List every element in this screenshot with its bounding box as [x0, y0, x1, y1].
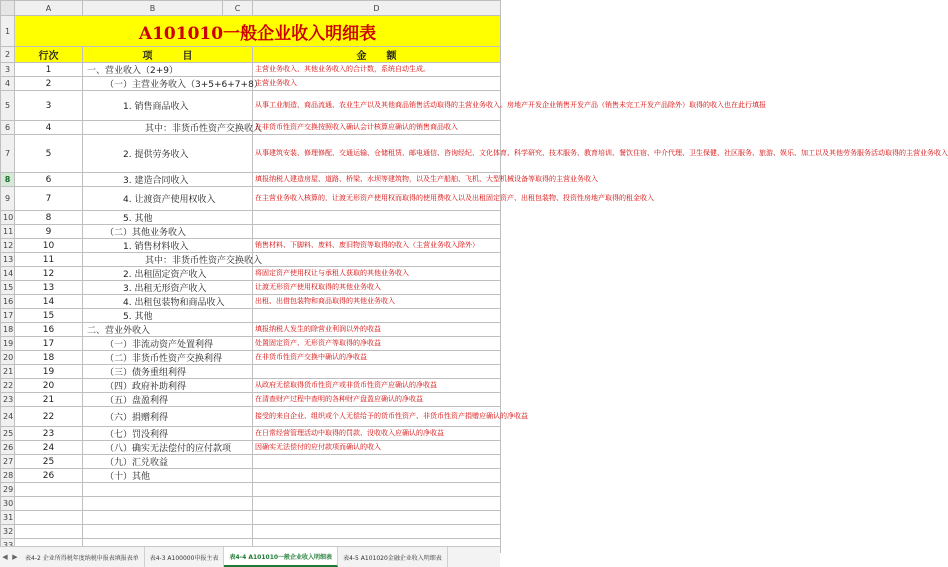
table-row — [1, 187, 501, 211]
title-row — [1, 16, 501, 47]
table-row — [1, 393, 501, 407]
row-number-cell[interactable]: 7 — [15, 187, 83, 211]
empty-cell[interactable] — [15, 497, 83, 511]
amount-note-cell[interactable]: 将固定资产使用权让与承租人获取的其他业务收入 — [253, 267, 501, 281]
row-header[interactable]: 31 — [1, 511, 15, 525]
row-header[interactable]: 4 — [1, 77, 15, 91]
row-number-cell[interactable]: 2 — [15, 77, 83, 91]
amount-note-cell[interactable] — [253, 309, 501, 323]
empty-cell[interactable] — [253, 497, 501, 511]
amount-note-cell[interactable]: 因确实无法偿付的应付款项而确认的收入 — [253, 441, 501, 455]
item-cell[interactable]: （一）主营业务收入（3+5+6+7+8） — [83, 77, 253, 91]
row-number-cell[interactable]: 20 — [15, 379, 83, 393]
amount-note-cell[interactable]: 从政府无偿取得货币性资产或非货币性资产应确认的净收益 — [253, 379, 501, 393]
column-header-d[interactable]: D — [253, 1, 501, 16]
triangle-right-icon[interactable]: ▶ — [12, 553, 18, 561]
amount-note-cell[interactable] — [253, 455, 501, 469]
row-header[interactable]: 15 — [1, 281, 15, 295]
row-header[interactable]: 20 — [1, 351, 15, 365]
item-cell[interactable]: （三）债务重组利得 — [83, 365, 253, 379]
row-header[interactable]: 26 — [1, 441, 15, 455]
table-row — [1, 211, 501, 225]
item-cell[interactable]: 1. 销售商品收入 — [83, 91, 253, 121]
column-header-row — [1, 1, 501, 16]
table-row — [1, 267, 501, 281]
table-row — [1, 295, 501, 309]
header-row-number[interactable]: 行次 — [15, 47, 83, 63]
item-cell[interactable]: （七）罚没利得 — [83, 427, 253, 441]
item-cell[interactable]: 4. 出租包装物和商品收入 — [83, 295, 253, 309]
row-header[interactable]: 18 — [1, 323, 15, 337]
empty-cell[interactable] — [83, 497, 253, 511]
amount-note-cell[interactable]: 在非货币性资产交换按照收入确认会计核算应确认的销售商品收入 — [253, 121, 501, 135]
table-row — [1, 427, 501, 441]
row-number-cell[interactable]: 1 — [15, 63, 83, 77]
empty-row — [1, 525, 501, 539]
row-header[interactable]: 28 — [1, 469, 15, 483]
row-number-cell[interactable]: 17 — [15, 337, 83, 351]
item-cell[interactable]: 一、营业收入（2+9） — [83, 63, 253, 77]
row-header[interactable]: 9 — [1, 187, 15, 211]
column-header-b[interactable]: B — [83, 1, 223, 16]
item-cell[interactable]: （八）确实无法偿付的应付款项 — [83, 441, 253, 455]
amount-note-cell[interactable] — [253, 225, 501, 239]
amount-note-cell[interactable]: 从事建筑安装、修理修配、交通运输、仓储租赁、邮电通信、咨询经纪、文化体育、科学研究、技术服务、教育培训、餐饮住宿、中介代理、卫生保健、社区服务、旅游、娱乐、加工以及其他劳务服务活动取得的主营业务收入 — [253, 135, 501, 173]
row-header[interactable]: 14 — [1, 267, 15, 281]
item-cell[interactable]: （一）非流动资产处置利得 — [83, 337, 253, 351]
row-header[interactable]: 1 — [1, 16, 15, 47]
table-row — [1, 351, 501, 365]
table-row — [1, 91, 501, 121]
row-header[interactable]: 27 — [1, 455, 15, 469]
row-number-cell[interactable]: 19 — [15, 365, 83, 379]
row-number-cell[interactable]: 22 — [15, 407, 83, 427]
item-cell[interactable]: （九）汇兑收益 — [83, 455, 253, 469]
amount-note-cell[interactable]: 在主营业务收入核算的，让渡无形资产使用权而取得的使用费收入以及出租固定资产、出租包装物、投资性房地产取得的租金收入 — [253, 187, 501, 211]
table-row — [1, 441, 501, 455]
row-header[interactable]: 8 — [1, 173, 15, 187]
table-row — [1, 63, 501, 77]
amount-note-cell[interactable]: 主营业务收入、其他业务收入的合计数，系统自动生成。 — [253, 63, 501, 77]
empty-cell[interactable] — [253, 525, 501, 539]
row-number-cell[interactable]: 15 — [15, 309, 83, 323]
empty-cell[interactable] — [15, 511, 83, 525]
empty-row — [1, 483, 501, 497]
row-header[interactable]: 16 — [1, 295, 15, 309]
empty-cell[interactable] — [15, 483, 83, 497]
row-number-cell[interactable]: 8 — [15, 211, 83, 225]
amount-note-cell[interactable]: 出租、出借包装物和商品取得的其他业务收入 — [253, 295, 501, 309]
empty-row — [1, 511, 501, 525]
amount-note-cell[interactable]: 在非货币性资产交换中确认的净收益 — [253, 351, 501, 365]
amount-note-cell[interactable] — [253, 469, 501, 483]
triangle-left-icon[interactable]: ◀ — [2, 553, 8, 561]
row-header[interactable]: 5 — [1, 91, 15, 121]
column-header-a[interactable]: A — [15, 1, 83, 16]
empty-cell[interactable] — [83, 511, 253, 525]
table-row — [1, 323, 501, 337]
amount-note-cell[interactable]: 接受的来自企业、组织或个人无偿给予的货币性资产、非货币性资产捐赠应确认的净收益 — [253, 407, 501, 427]
row-header[interactable]: 29 — [1, 483, 15, 497]
sheet-tab[interactable]: 表4-3 A100000申报主表 — [145, 547, 225, 567]
table-row — [1, 121, 501, 135]
row-number-cell[interactable]: 12 — [15, 267, 83, 281]
row-number-cell[interactable]: 13 — [15, 281, 83, 295]
row-header[interactable]: 2 — [1, 47, 15, 63]
row-header[interactable]: 30 — [1, 497, 15, 511]
table-row — [1, 281, 501, 295]
sheet-tab[interactable]: 表4-2 企业所得税年度纳税申报表填报表单 — [20, 547, 145, 567]
item-cell[interactable]: 1. 销售材料收入 — [83, 239, 253, 253]
row-header[interactable]: 10 — [1, 211, 15, 225]
table-row — [1, 173, 501, 187]
empty-cell[interactable] — [253, 511, 501, 525]
table-row — [1, 455, 501, 469]
table-row — [1, 77, 501, 91]
item-cell[interactable]: 5. 其他 — [83, 309, 253, 323]
row-header[interactable]: 13 — [1, 253, 15, 267]
item-cell[interactable]: 4. 让渡资产使用权收入 — [83, 187, 253, 211]
amount-note-cell[interactable]: 在清查财产过程中查明的各种财产盘盈应确认的净收益 — [253, 393, 501, 407]
table-row — [1, 365, 501, 379]
row-header[interactable]: 12 — [1, 239, 15, 253]
amount-note-cell[interactable] — [253, 211, 501, 225]
item-cell[interactable]: 2. 出租固定资产收入 — [83, 267, 253, 281]
data-rows — [1, 63, 948, 553]
empty-cell[interactable] — [253, 483, 501, 497]
row-header[interactable]: 32 — [1, 525, 15, 539]
row-number-cell[interactable]: 18 — [15, 351, 83, 365]
amount-note-cell[interactable] — [253, 365, 501, 379]
row-header[interactable]: 11 — [1, 225, 15, 239]
row-number-cell[interactable]: 3 — [15, 91, 83, 121]
table-row — [1, 309, 501, 323]
item-cell[interactable]: （四）政府补助利得 — [83, 379, 253, 393]
row-number-cell[interactable]: 24 — [15, 441, 83, 455]
empty-row — [1, 497, 501, 511]
row-number-cell[interactable]: 21 — [15, 393, 83, 407]
item-cell[interactable]: （五）盘盈利得 — [83, 393, 253, 407]
row-header[interactable]: 17 — [1, 309, 15, 323]
row-header[interactable]: 19 — [1, 337, 15, 351]
item-cell[interactable]: （二）非货币性资产交换利得 — [83, 351, 253, 365]
item-cell[interactable]: 5. 其他 — [83, 211, 253, 225]
item-cell[interactable]: 二、营业外收入 — [83, 323, 253, 337]
item-cell[interactable]: （二）其他业务收入 — [83, 225, 253, 239]
amount-note-cell[interactable]: 处置固定资产、无形资产等取得的净收益 — [253, 337, 501, 351]
table-row — [1, 135, 501, 173]
amount-note-cell[interactable]: 从事工业制造、商品流通、农业生产以及其他商品销售活动取得的主营业务收入。房地产开发企业销售开发产品（销售未完工开发产品除外）取得的收入也在此行填报 — [253, 91, 501, 121]
amount-note-cell[interactable]: 在日常经营管理活动中取得的罚款、没收收入应确认的净收益 — [253, 427, 501, 441]
empty-cell[interactable] — [83, 483, 253, 497]
item-cell[interactable]: （六）捐赠利得 — [83, 407, 253, 427]
table-row — [1, 225, 501, 239]
empty-cell[interactable] — [15, 525, 83, 539]
item-cell[interactable]: 3. 出租无形资产收入 — [83, 281, 253, 295]
row-number-cell[interactable]: 16 — [15, 323, 83, 337]
sheet-tab[interactable]: 表4-5 A101020金融企业收入明细表 — [338, 547, 448, 567]
sheet-tab-active[interactable]: 表4-4 A101010一般企业收入明细表 — [224, 547, 338, 567]
table-row — [1, 469, 501, 483]
row-number-cell[interactable]: 26 — [15, 469, 83, 483]
select-all-corner[interactable] — [1, 1, 15, 16]
row-header[interactable]: 22 — [1, 379, 15, 393]
item-cell[interactable]: 其中：非货币性资产交换收入 — [83, 121, 253, 135]
item-cell[interactable]: 2. 提供劳务收入 — [83, 135, 253, 173]
item-cell[interactable]: （十）其他 — [83, 469, 253, 483]
amount-note-cell[interactable]: 让渡无形资产使用权取得的其他业务收入 — [253, 281, 501, 295]
table-row — [1, 407, 501, 427]
header-row — [1, 47, 501, 63]
amount-note-cell[interactable]: 销售材料、下脚料、废料、废旧物资等取得的收入（主营业务收入除外） — [253, 239, 501, 253]
empty-cell[interactable] — [83, 525, 253, 539]
row-number-cell[interactable]: 6 — [15, 173, 83, 187]
row-header[interactable]: 24 — [1, 407, 15, 427]
row-number-cell[interactable]: 25 — [15, 455, 83, 469]
header-item[interactable]: 项 目 — [83, 47, 253, 63]
header-amount[interactable]: 金 额 — [253, 47, 501, 63]
row-header[interactable]: 3 — [1, 63, 15, 77]
table-row — [1, 337, 501, 351]
row-header[interactable]: 25 — [1, 427, 15, 441]
row-number-cell[interactable]: 5 — [15, 135, 83, 173]
row-number-cell[interactable]: 14 — [15, 295, 83, 309]
sheet-tab-bar — [0, 546, 500, 567]
amount-note-cell[interactable] — [253, 253, 501, 267]
sheet-title[interactable]: A101010一般企业收入明细表 — [15, 16, 501, 47]
table-row — [1, 253, 501, 267]
row-header[interactable]: 21 — [1, 365, 15, 379]
table-row — [1, 239, 501, 253]
amount-note-cell[interactable]: 填报纳税人发生的除营业利润以外的收益 — [253, 323, 501, 337]
amount-note-cell[interactable]: 主营业务收入 — [253, 77, 501, 91]
column-header-c[interactable]: C — [223, 1, 253, 16]
item-cell[interactable]: 其中：非货币性资产交换收入 — [83, 253, 253, 267]
table-row — [1, 379, 501, 393]
amount-note-cell[interactable]: 填报纳税人建造房屋、道路、桥梁、水坝等建筑物，以及生产船舶、飞机、大型机械设备等取得的主营业务收入 — [253, 173, 501, 187]
row-header[interactable]: 7 — [1, 135, 15, 173]
row-header[interactable]: 6 — [1, 121, 15, 135]
row-number-cell[interactable]: 10 — [15, 239, 83, 253]
row-number-cell[interactable]: 11 — [15, 253, 83, 267]
row-header[interactable]: 23 — [1, 393, 15, 407]
row-number-cell[interactable]: 23 — [15, 427, 83, 441]
row-number-cell[interactable]: 9 — [15, 225, 83, 239]
item-cell[interactable]: 3. 建造合同收入 — [83, 173, 253, 187]
row-number-cell[interactable]: 4 — [15, 121, 83, 135]
